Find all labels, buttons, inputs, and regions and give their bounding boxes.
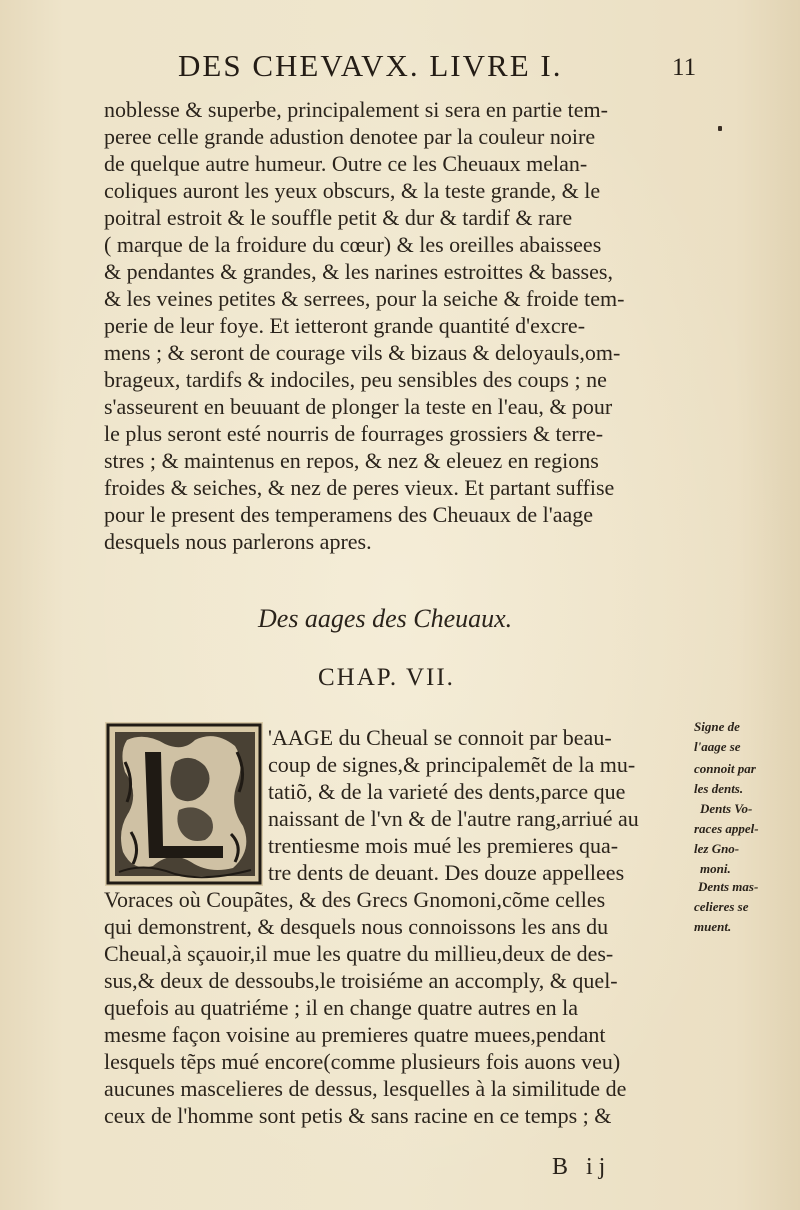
margin-note-line: muent. [694,919,732,934]
ink-mark [718,126,722,131]
body-line: & pendantes & grandes, & les narines estroittes & basses, [104,259,613,284]
chapter-line: coup de signes,& principalemẽt de la mu- [268,752,636,777]
margin-note-line: connoit par [694,761,756,776]
body-line: ( marque de la froidure du cœur) & les oreilles abaissees [104,232,602,257]
signature-mark: B ij [552,1154,612,1180]
chapter-line: aucunes mascelieres de dessus, lesquelles à la similitude de [104,1076,627,1101]
margin-note-line: lez Gno- [694,841,740,856]
chapter-line: naissant de l'vn & de l'autre rang,arriué au [268,806,639,831]
chapter-line: tre dents de deuant. Des douze appellees [268,860,625,885]
margin-note-line: moni. [700,861,731,876]
woodcut-initial-icon [105,722,263,886]
margin-note-line: Signe de [694,719,740,734]
margin-note-line: les dents. [694,781,744,796]
body-line: peree celle grande adustion denotee par la couleur noire [104,124,596,149]
body-line: desquels nous parlerons apres. [104,529,372,554]
section-title: Des aages des Cheuaux. [258,604,513,633]
body-line: le plus seront esté nourris de fourrages grossiers & terre- [104,421,604,446]
body-line: poitral estroit & le souffle petit & dur & tardif & rare [104,205,573,230]
body-line: coliques auront les yeux obscurs, & la teste grande, & le [104,178,601,203]
chapter-title: CHAP. VII. [318,664,455,691]
chapter-line: lesquels tẽps mué encore(comme plusieurs fois auons veu) [104,1049,621,1074]
body-line: perie de leur foye. Et ietteront grande quantité d'excre- [104,313,586,338]
running-head [0,48,800,88]
body-line: de quelque autre humeur. Outre ce les Cheuaux melan- [104,151,588,176]
body-line: mens ; & seront de courage vils & bizaus & deloyauls,om- [104,340,621,365]
body-line: stres ; & maintenus en repos, & nez & eleuez en regions [104,448,599,473]
body-line: & les veines petites & serrees, pour la seiche & froide tem- [104,286,625,311]
page-number: 11 [672,54,697,81]
chapter-line: tatiõ, & de la varieté des dents,parce que [268,779,626,804]
margin-note-line: Dents mas- [698,879,759,894]
chapter-line: Voraces où Coupãtes, & des Grecs Gnomoni,cõme celles [104,887,606,912]
margin-note-line: celieres se [694,899,749,914]
chapter-line: sus,& deux de dessoubs,le troisiéme an accomply, & quel- [104,968,618,993]
chapter-line: 'AAGE du Cheual se connoit par beau- [268,725,612,750]
margin-note-line: Dents Vo- [700,801,753,816]
chapter-line: mesme façon voisine au premieres quatre muees,pendant [104,1022,606,1047]
margin-note-line: races appel- [694,821,759,836]
chapter-line: qui demonstrent, & desquels nous connoissons les ans du [104,914,609,939]
running-head-title: DES CHEVAVX. LIVRE I. [178,48,563,83]
chapter-line: trentiesme mois mué les premieres qua- [268,833,619,858]
margin-note-line: l'aage se [694,739,741,754]
body-line: s'asseurent en beuuant de plonger la teste en l'eau, & pour [104,394,613,419]
chapter-line: Cheual,à sçauoir,il mue les quatre du millieu,deux de des- [104,941,614,966]
body-line: brageux, tardifs & indociles, peu sensibles des coups ; ne [104,367,607,392]
chapter-line: ceux de l'homme sont petis & sans racine en ce temps ; & [104,1103,612,1128]
body-line: noblesse & superbe, principalement si sera en partie tem- [104,97,608,122]
body-line: froides & seiches, & nez de peres vieux. Et partant suffise [104,475,615,500]
body-line: pour le present des temperamens des Cheuaux de l'aage [104,502,594,527]
chapter-line: quefois au quatriéme ; il en change quatre autres en la [104,995,579,1020]
